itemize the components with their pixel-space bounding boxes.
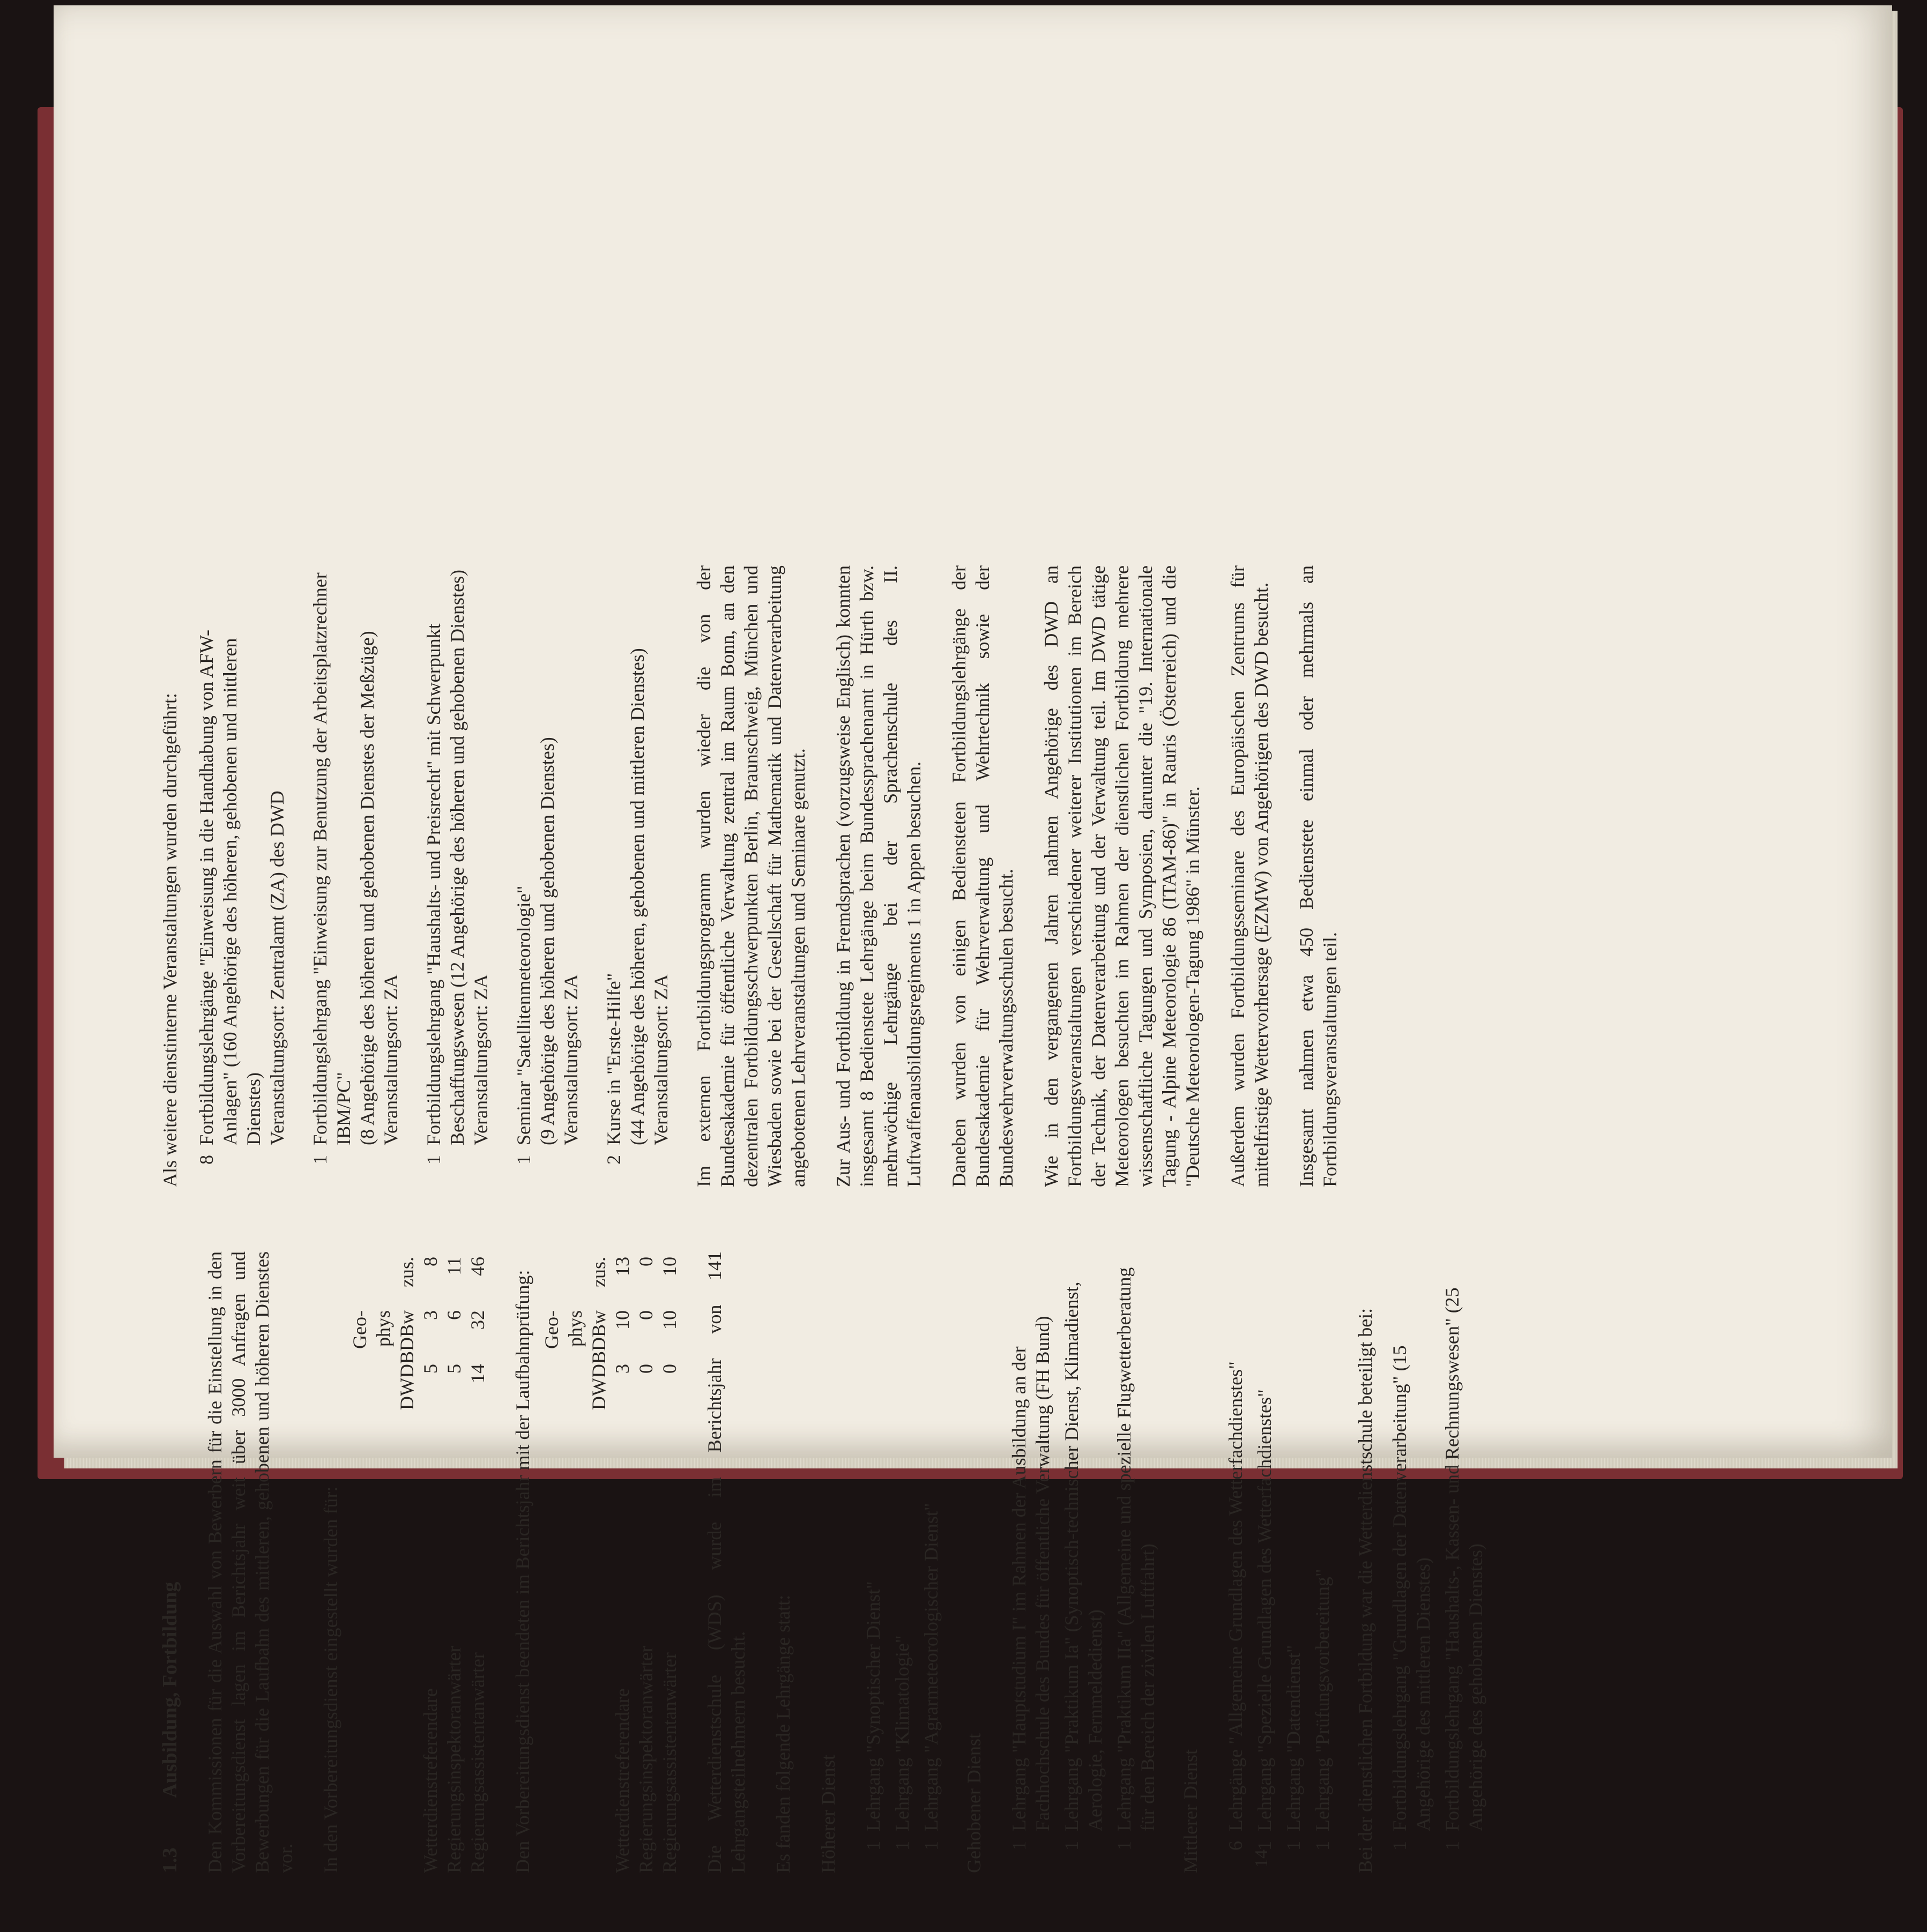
item-count: 1 <box>1312 1841 1333 1851</box>
cell: 6 <box>443 1310 465 1320</box>
row-label: Wetterdienstreferendare <box>612 1688 633 1873</box>
event-text <box>512 565 583 1145</box>
gehobener-dienst-section <box>962 1251 1159 1873</box>
column-header: Geo-phys BDBw <box>541 1310 609 1364</box>
right-column <box>158 565 1363 1187</box>
item-count: 1 <box>513 1155 534 1165</box>
item-count: 1 <box>309 1155 331 1165</box>
item-text: Lehrgang "Praktikum IIa" (Allgemeine und spezielle Flugwetterberatung für den Bereich der zivilen Luftfahrt) <box>1113 1267 1158 1831</box>
table-header-row <box>540 1257 611 1873</box>
event-row <box>195 565 289 1187</box>
list-item <box>1224 1251 1247 1873</box>
row-label: Regierungsassistentanwärter <box>467 1652 488 1873</box>
item-count: 1 <box>1389 1841 1410 1851</box>
event-text <box>308 565 403 1145</box>
event-line: (44 Angehörige des höheren, gehobenen und mittleren Dienstes) <box>627 648 648 1145</box>
subheading: Höherer Dienst <box>817 1755 839 1873</box>
item-text: Lehrgang "Praktikum Ia" (Synoptisch-technischer Dienst, Klimadienst, Aerologie, Fernmeldedienst) <box>1061 1281 1106 1831</box>
list-item <box>1388 1251 1435 1873</box>
event-line: (8 Angehörige des höheren und gehobenen Dienstes der Meßzüge) <box>356 631 378 1145</box>
item-count: 1 <box>1113 1841 1135 1851</box>
row-label: Regierungsinspektoranwärter <box>635 1646 657 1873</box>
item-text: Fortbildungslehrgang "Grundlagen der Datenverarbeitung" (15 Angehörige des mittleren Dienstes) <box>1389 1345 1434 1831</box>
event-line: Fortbildungslehrgang "Einweisung zur Benutzung der Arbeitsplatzrechner IBM/PC" <box>309 572 354 1145</box>
column-header: Geo-phys BDBw <box>349 1310 418 1364</box>
paragraph: In den Vorbereitungsdienst eingestellt wurden für: <box>320 1486 341 1873</box>
event-row <box>422 565 493 1187</box>
hoeherer-dienst-section <box>816 1251 943 1873</box>
column-header: DWD <box>588 1364 609 1410</box>
cell: 32 <box>467 1310 488 1330</box>
list-item <box>861 1251 885 1873</box>
row-label: Regierungsinspektoranwärter <box>443 1646 465 1873</box>
cell: 11 <box>443 1257 465 1275</box>
list-item <box>1112 1251 1159 1873</box>
item-count: 6 <box>1225 1841 1246 1851</box>
cell: 3 <box>420 1310 441 1320</box>
event-text <box>602 565 673 1145</box>
graduates-table <box>540 1257 681 1873</box>
paragraph: Im externen Fortbildungsprogramm wurden wieder die von der Bundesakademie für öffentliche Verwaltung zentral im Raum Bonn, an den dezentralen Fortbildungsschwerpunkten Berlin, Braunschweig, München und Wiesbaden sowie bei der Gesellschaft für Mathematik und Datenverarbeitung angebotenen Lehrveranstaltungen und Seminare genutzt. <box>693 565 809 1187</box>
column-header: zus. <box>396 1257 418 1287</box>
section-heading <box>158 1251 182 1873</box>
list-item <box>1007 1251 1054 1873</box>
book-page <box>54 5 1892 1873</box>
cell: 0 <box>659 1364 680 1374</box>
event-row <box>308 565 403 1187</box>
paragraph: Wie in den vergangenen Jahren nahmen Angehörige des DWD an Fortbildungsveranstaltungen verschiedener weiterer Institutionen im Bereich der Technik, der Datenverarbeitung und der Verwaltung teil. Im DWD tätige Meteorologen besuchten im Rahmen der dienstlichen Fortbildung mehrere wissenschaftliche Tagungen und Symposien, darunter die "19. Internationale Tagung - Alpine Meteorologie 86 (ITAM-86)" in Rauris (Österreich) und die "Deutsche Meteorologen-Tagung 1986" in Münster. <box>1040 565 1203 1187</box>
item-count: 1 <box>1008 1841 1030 1851</box>
subheading: Mittlerer Dienst <box>1180 1749 1201 1873</box>
table-row <box>634 1257 658 1873</box>
paragraph: Den Vorbereitungsdienst beendeten im Berichtsjahr mit der Laufbahnprüfung: <box>512 1270 533 1873</box>
event-line: (9 Angehörige des höheren und gehobenen Dienstes) <box>537 737 558 1145</box>
table-header-row <box>348 1257 419 1873</box>
list-item <box>890 1251 914 1873</box>
page-number: 14 <box>1252 1849 1271 1868</box>
event-line: Seminar "Satellitenmeteorologie" <box>513 885 534 1145</box>
cell: 10 <box>659 1310 680 1330</box>
event-line: Kurse in "Erste-Hilfe" <box>603 973 624 1145</box>
rotated-page-content <box>83 528 1927 1932</box>
event-item <box>602 565 673 1187</box>
cell: 8 <box>420 1257 441 1266</box>
event-item <box>195 565 289 1187</box>
item-text: Lehrgänge "Allgemeine Grundlagen des Wetterfachdienstes" <box>1225 1361 1246 1831</box>
row-label: Regierungsassistentanwärter <box>659 1652 680 1873</box>
cell: 10 <box>612 1310 633 1330</box>
event-row <box>512 565 583 1187</box>
item-count: 1 <box>862 1841 884 1851</box>
list-item <box>1253 1251 1276 1873</box>
table-row <box>466 1257 489 1873</box>
cell: 0 <box>635 1257 657 1266</box>
cell: 0 <box>635 1364 657 1374</box>
event-line: Fortbildungslehrgänge "Einweisung in die Handhabung von AFW-Anlagen" (160 Angehörige des höheren, gehobenen und mittleren Dienstes) <box>196 630 264 1145</box>
paragraph: Zur Aus- und Fortbildung in Fremdsprachen (vorzugsweise Englisch) konnten insgesamt 8 Bedienstete Lehrgänge beim Bundessprachenamt in Hürth bzw. mehrwöchige Lehrgänge bei der Sprachenschule des II. Luftwaffenausbildungsregiments 1 in Appen besuchen. <box>832 565 925 1187</box>
item-text: Lehrgang "Synoptischer Dienst" <box>862 1581 884 1831</box>
event-text <box>195 565 289 1145</box>
event-line: Fortbildungslehrgang "Haushalts- und Preisrecht" mit Schwerpunkt Beschaffungswesen (12 Angehörige des höheren und gehobenen Dienstes) <box>423 569 468 1145</box>
list-item <box>1060 1251 1107 1873</box>
event-line: Veranstaltungsort: Zentralamt (ZA) des DWD <box>266 790 288 1145</box>
item-text: Lehrgang "Agrarmeteorologischer Dienst" <box>920 1503 942 1831</box>
paragraph: Den Kommissionen für die Auswahl von Bewerbern für die Einstellung in den Vorbereitungsdienst lagen im Berichtsjahr weit über 3000 Anfragen und Bewerbungen für die Laufbahn des mittleren, gehobenen und höheren Dienstes vor. <box>204 1251 296 1873</box>
item-count: 1 <box>891 1841 913 1851</box>
cell: 14 <box>467 1364 488 1384</box>
event-line: Veranstaltungsort: ZA <box>470 974 492 1145</box>
list-item <box>1282 1251 1305 1873</box>
mittlerer-dienst-section <box>1179 1251 1334 1873</box>
table-row <box>419 1257 442 1873</box>
cell: 13 <box>612 1257 633 1276</box>
event-row <box>602 565 673 1187</box>
item-count: 1 <box>1061 1841 1082 1851</box>
paragraph: Als weitere dienstinterne Veranstaltungen wurden durchgeführt: <box>159 692 181 1187</box>
paragraph: Bei der dienstlichen Fortbildung war die Wetterdienstschule beteiligt bei: <box>1355 1308 1376 1873</box>
cell: 46 <box>467 1257 488 1276</box>
event-line: Veranstaltungsort: ZA <box>380 974 401 1145</box>
item-count: 1 <box>920 1841 942 1851</box>
cell: 3 <box>612 1364 633 1374</box>
item-count: 1 <box>423 1155 444 1165</box>
column-header: DWD <box>396 1364 418 1410</box>
paragraph: Es fanden folgende Lehrgänge statt: <box>772 1594 794 1873</box>
paragraph: Außerdem wurden Fortbildungsseminare des Europäischen Zentrums für mittelfristige Wettervorhersage (EZMW) von Angehörigen des DWD besucht. <box>1227 565 1272 1187</box>
event-line: Veranstaltungsort: ZA <box>560 974 582 1145</box>
list-item <box>919 1251 943 1873</box>
item-count: 1 <box>1441 1841 1463 1851</box>
cell: 5 <box>420 1364 441 1374</box>
row-label: Wetterdienstreferendare <box>420 1688 441 1873</box>
paragraph: Die Wetterdienstschule (WDS) wurde im Berichtsjahr von 141 Lehrgangsteilnehmern besucht. <box>704 1251 749 1873</box>
table-row <box>442 1257 466 1873</box>
list-item <box>1440 1251 1487 1873</box>
item-count: 8 <box>196 1155 217 1165</box>
left-column <box>158 1251 1493 1873</box>
list-item <box>1311 1251 1334 1873</box>
item-text: Lehrgang "Hauptstudium I" im Rahmen der Ausbildung an der Fachhochschule des Bundes für öffentliche Verwaltung (FH Bund) <box>1008 1316 1053 1831</box>
column-header: zus. <box>588 1257 609 1287</box>
intake-table <box>348 1257 489 1873</box>
item-text: Lehrgang "Prüfungsvorbereitung" <box>1312 1569 1333 1831</box>
cell: 5 <box>443 1364 465 1374</box>
item-text: Fortbildungslehrgang "Haushalts-, Kassen- und Rechnungswesen" (25 Angehörige des gehobenen Dienstes) <box>1441 1287 1486 1831</box>
table-row <box>658 1257 681 1873</box>
item-text: Lehrgang "Spezielle Grundlagen des Wetterfachdienstes" <box>1254 1389 1275 1831</box>
item-text: Lehrgang "Klimatologie" <box>891 1635 913 1831</box>
event-item <box>512 565 583 1187</box>
section-number: 1.3 <box>159 1847 181 1873</box>
paragraph: Daneben wurden von einigen Bediensteten Fortbildungslehrgänge der Bundesakademie für Wehrverwaltung und Wehrtechnik sowie der Bundeswehrverwaltungsschulen besucht. <box>948 565 1017 1187</box>
table-row <box>611 1257 634 1873</box>
item-count: 1 <box>1283 1841 1304 1851</box>
event-item <box>422 565 493 1187</box>
event-text <box>422 565 493 1145</box>
event-item <box>308 565 403 1187</box>
subheading: Gehobener Dienst <box>963 1733 985 1873</box>
item-count: 1 <box>1254 1841 1275 1851</box>
item-count: 2 <box>603 1155 624 1165</box>
event-line: Veranstaltungsort: ZA <box>650 974 672 1145</box>
section-title: Ausbildung, Fortbildung <box>159 1582 181 1798</box>
cell: 10 <box>659 1257 680 1276</box>
cell: 0 <box>635 1310 657 1320</box>
paragraph: Insgesamt nahmen etwa 450 Bedienstete einmal oder mehrmals an Fortbildungsveranstaltungen teil. <box>1296 565 1341 1187</box>
item-text: Lehrgang "Datendienst" <box>1283 1645 1304 1831</box>
